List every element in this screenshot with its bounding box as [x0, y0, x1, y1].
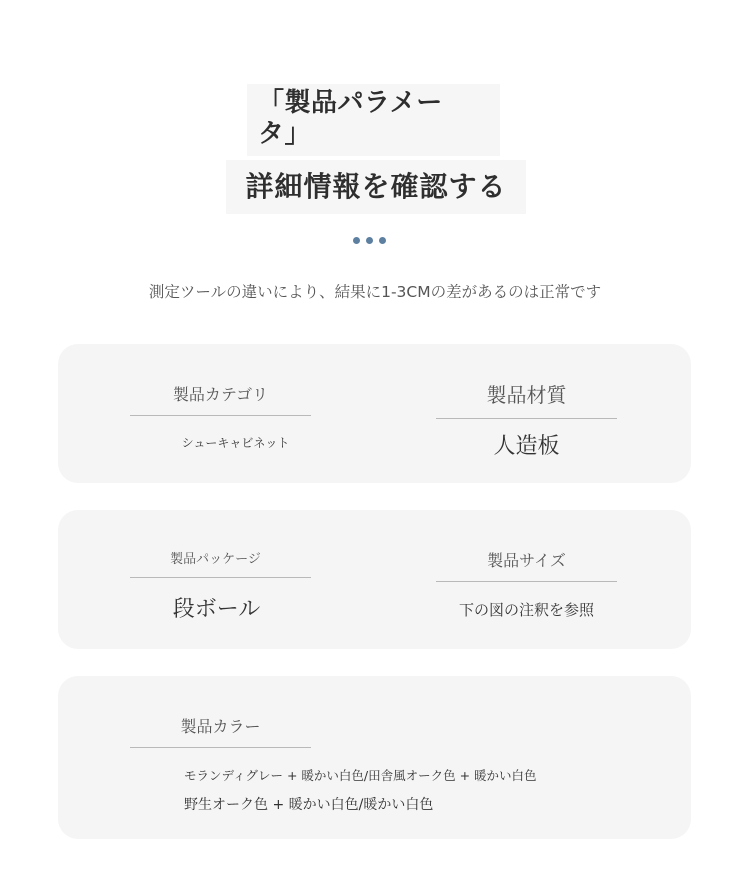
divider [130, 577, 311, 578]
page-subtitle: 詳細情報を確認する [245, 170, 507, 203]
spec-value: シューキャビネット [181, 436, 290, 450]
dot-icon [353, 237, 360, 244]
divider [130, 415, 311, 416]
spec-label: 製品カテゴリ [172, 385, 269, 404]
spec-color [130, 714, 311, 748]
spec-label: 製品サイズ [487, 551, 566, 570]
spec-label: 製品カラー [180, 717, 261, 736]
divider [130, 747, 311, 748]
spec-label: 製品材質 [486, 383, 567, 407]
spec-category [130, 382, 311, 451]
spec-color-value-line1: モランディグレー + 暖かい白色/田舎風オーク色 + 暖かい白色 [184, 768, 537, 783]
spec-card-package-size [58, 510, 691, 649]
spec-value: 下の図の注釈を参照 [458, 601, 594, 619]
divider [436, 581, 617, 582]
spec-package [130, 548, 311, 623]
page-title-line1: 「製品パラメー [258, 88, 443, 118]
decorative-dots [353, 237, 386, 247]
page-title [258, 88, 488, 150]
spec-value: 人造板 [493, 434, 560, 459]
measurement-note: 測定ツールの違いにより、結果に1-3CMの差があるのは正常です [148, 283, 602, 301]
spec-size [436, 548, 617, 620]
spec-color-value-line2: 野生オーク色 + 暖かい白色/暖かい白色 [184, 797, 434, 813]
spec-label: 製品パッケージ [170, 552, 261, 567]
spec-value: 段ボール [172, 597, 261, 622]
spec-material [436, 379, 617, 460]
dot-icon [366, 237, 373, 244]
page-title-line2: タ」 [258, 119, 312, 149]
spec-card-category-material [58, 344, 691, 483]
divider [436, 418, 617, 419]
dot-icon [379, 237, 386, 244]
spec-card-color [58, 676, 691, 839]
